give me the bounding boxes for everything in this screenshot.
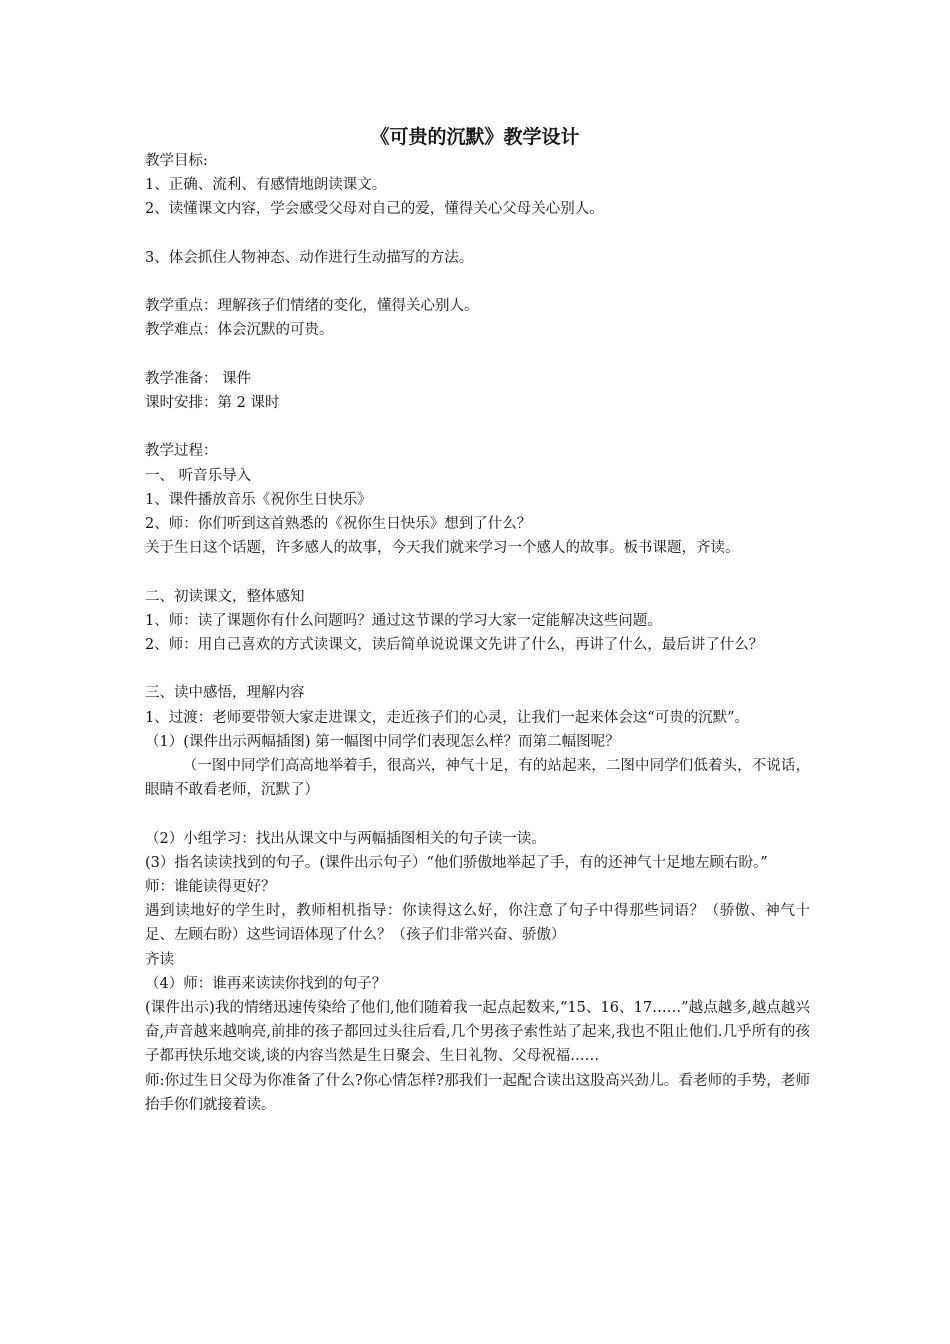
- section-2-step-2: 2、师：用自己喜欢的方式读课文，读后简单说说课文先讲了什么，再讲了什么，最后讲了什么？: [145, 636, 764, 653]
- document-body: [145, 149, 810, 1117]
- difficult-point: 教学难点：体会沉默的可贵。: [145, 322, 334, 339]
- section-3-step-1: （1）(课件出示两幅插图) 第一幅图中同学们表现怎么样？而第二幅图呢？: [145, 733, 620, 750]
- teacher-question: 师：谁能读得更好？: [145, 878, 276, 895]
- section-3-transition: 1、过渡：老师要带领大家走进课文，走近孩子们的心灵，让我们一起来体会这“可贵的沉默”。: [145, 709, 750, 726]
- blank-line: [145, 415, 810, 439]
- objective-3: 3、体会抓住人物神态、动作进行生动描写的方法。: [145, 249, 474, 266]
- process-heading: 教学过程：: [145, 443, 218, 460]
- teacher-closing: 师:你过生日父母为你准备了什么?你心情怎样?那我们一起配合读出这股高兴劲儿。看老师的手势，老师抬手你们就接着读。: [145, 1072, 810, 1113]
- blank-line: [145, 343, 810, 367]
- section-2-heading: 二、初读课文，整体感知: [145, 588, 305, 605]
- blank-line: [145, 657, 810, 681]
- courseware-passage: (课件出示)我的情绪迅速传染给了他们,他们随着我一起点起数来,“15、16、17……”越点越多,越点越兴奋,声音越来越响亮,前排的孩子都回过头往后看,几个男孩子索性站了起来,我也不阻止他们.几乎所有的孩子都再快乐地交谈,谈的内容当然是生日聚会、生日礼物、父母祝福……: [145, 1000, 810, 1065]
- objective-2: 2、读懂课文内容，学会感受父母对自己的爱，懂得关心父母关心别人。: [145, 201, 604, 218]
- objective-1: 1、正确、流利、有感情地朗读课文。: [145, 177, 387, 194]
- class-hours: 课时安排：第 2 课时: [145, 394, 280, 411]
- read-together: 齐读: [145, 951, 174, 968]
- section-1-paragraph: 关于生日这个话题，许多感人的故事，今天我们就来学习一个感人的故事。板书课题，齐读。: [145, 540, 740, 557]
- section-2-step-1: 1、师：读了课题你有什么问题吗？通过这节课的学习大家一定能解决这些问题。: [145, 612, 662, 629]
- blank-line: [145, 560, 810, 584]
- section-1-heading: 一、 听音乐导入: [145, 467, 252, 484]
- section-3-step-3: (3）指名读读找到的句子。(课件出示句子）“他们骄傲地举起了手，有的还神气十足地左顾右盼。”: [145, 854, 768, 871]
- blank-line: [145, 802, 810, 826]
- document-title: 《可贵的沉默》教学设计: [370, 126, 580, 148]
- objectives-heading: 教学目标:: [145, 153, 208, 169]
- section-3-step-1-answer: （一图中同学们高高地举着手，很高兴，神气十足，有的站起来，二图中同学们低着头，不说话，眼睛不敢看老师，沉默了）: [145, 757, 810, 799]
- preparation: 教学准备： 课件: [145, 370, 252, 387]
- teacher-guidance: 遇到读地好的学生时，教师相机指导：你读得这么好，你注意了句子中得那些词语？（骄傲、神气十足、左顾右盼）这些词语体现了什么？（孩子们非常兴奋、骄傲）: [145, 903, 810, 944]
- section-1-step-2: 2、师：你们听到这首熟悉的《祝你生日快乐》想到了什么？: [145, 515, 532, 532]
- key-point: 教学重点：理解孩子们情绪的变化，懂得关心别人。: [145, 298, 479, 315]
- section-3-heading: 三、读中感悟，理解内容: [145, 685, 305, 702]
- section-3-step-2: （2）小组学习：找出从课文中与两幅插图相关的句子读一读。: [145, 830, 546, 847]
- section-3-step-4: （4）师：谁再来读读你找到的句子？: [145, 975, 387, 992]
- blank-line: [145, 222, 810, 246]
- section-1-step-1: 1、课件播放音乐《祝你生日快乐》: [145, 491, 372, 508]
- blank-line: [145, 270, 810, 294]
